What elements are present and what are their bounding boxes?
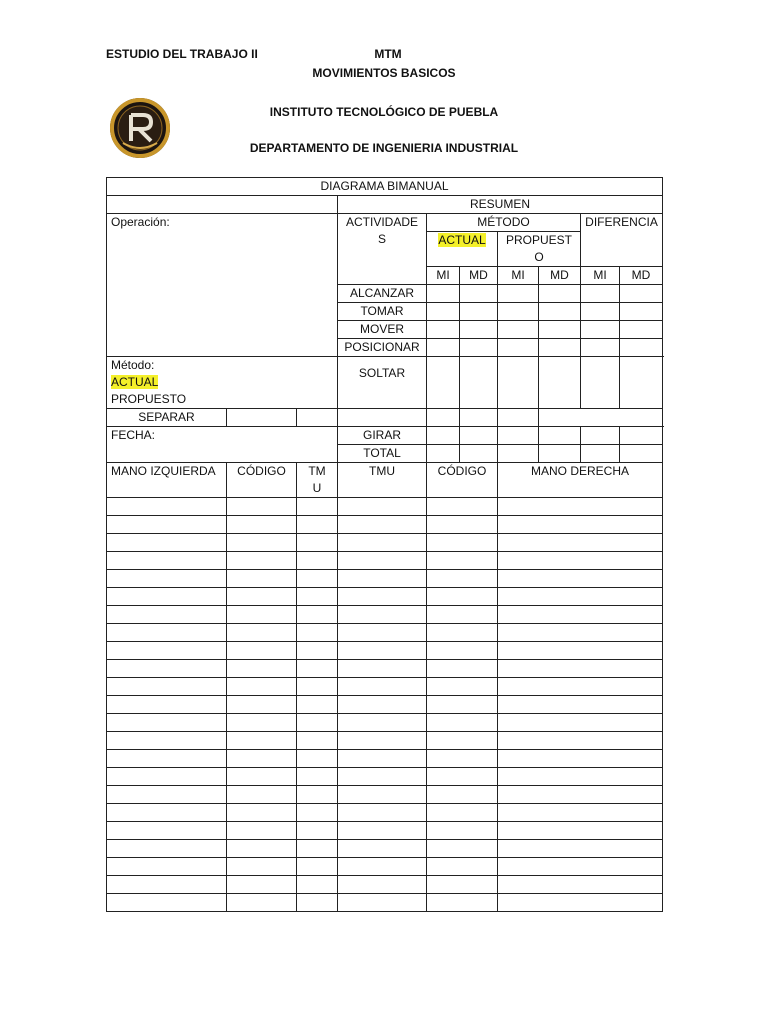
resumen-header: RESUMEN bbox=[338, 196, 663, 214]
entry-cell[interactable] bbox=[498, 894, 663, 912]
entry-cell[interactable] bbox=[227, 804, 297, 822]
entry-cell[interactable] bbox=[297, 876, 338, 894]
entry-cell[interactable] bbox=[427, 876, 498, 894]
metodo-header: MÉTODO bbox=[427, 214, 581, 232]
entry-cell[interactable] bbox=[227, 642, 297, 660]
entry-cell[interactable] bbox=[427, 642, 498, 660]
entry-cell[interactable] bbox=[498, 822, 663, 840]
table-row bbox=[107, 804, 663, 822]
entry-cell[interactable] bbox=[227, 498, 297, 516]
actual-header: ACTUAL bbox=[427, 232, 498, 267]
col-codigo-left: CÓDIGO bbox=[227, 463, 297, 498]
entry-cell[interactable] bbox=[107, 876, 227, 894]
col-mano-derecha: MANO DERECHA bbox=[498, 463, 663, 498]
entry-cell[interactable] bbox=[427, 678, 498, 696]
table-row bbox=[107, 894, 663, 912]
metodo-label: Método: bbox=[111, 358, 155, 372]
entry-cell[interactable] bbox=[227, 570, 297, 588]
col-mano-izquierda: MANO IZQUIERDA bbox=[107, 463, 227, 498]
entry-cell[interactable] bbox=[107, 750, 227, 768]
entry-cell[interactable] bbox=[107, 570, 227, 588]
entry-cell[interactable] bbox=[297, 894, 338, 912]
entry-cell[interactable] bbox=[338, 714, 427, 732]
entry-cell[interactable] bbox=[227, 678, 297, 696]
entry-cell[interactable] bbox=[227, 588, 297, 606]
entry-cell[interactable] bbox=[107, 732, 227, 750]
entry-cell[interactable] bbox=[227, 750, 297, 768]
entry-cell[interactable] bbox=[107, 840, 227, 858]
entry-cell[interactable] bbox=[107, 768, 227, 786]
department-title: DEPARTAMENTO DE INGENIERIA INDUSTRIAL bbox=[249, 141, 519, 155]
entry-cell[interactable] bbox=[427, 840, 498, 858]
institute-title: INSTITUTO TECNOLÓGICO DE PUEBLA bbox=[269, 105, 499, 119]
diferencia-header: DIFERENCIA bbox=[581, 214, 663, 267]
entry-cell[interactable] bbox=[107, 516, 227, 534]
fecha-label: FECHA: bbox=[111, 428, 156, 442]
entry-cell[interactable] bbox=[107, 624, 227, 642]
entry-cell[interactable] bbox=[427, 804, 498, 822]
table-row bbox=[107, 570, 663, 588]
table-row bbox=[107, 642, 663, 660]
fecha-field[interactable] bbox=[107, 427, 338, 463]
entry-cell[interactable] bbox=[498, 696, 663, 714]
entry-cell[interactable] bbox=[227, 840, 297, 858]
entry-cell[interactable] bbox=[427, 858, 498, 876]
entry-cell[interactable] bbox=[107, 696, 227, 714]
table-row bbox=[107, 876, 663, 894]
entry-cell[interactable] bbox=[427, 498, 498, 516]
activity-label: ALCANZAR bbox=[338, 285, 427, 303]
entry-cell[interactable] bbox=[227, 552, 297, 570]
col-codigo-right: CÓDIGO bbox=[427, 463, 498, 498]
metodo-actual-option[interactable]: ACTUAL bbox=[111, 375, 159, 389]
propuesto-header: PROPUEST O bbox=[498, 232, 581, 267]
entry-cell[interactable] bbox=[338, 822, 427, 840]
entry-cell[interactable] bbox=[297, 786, 338, 804]
entry-cell[interactable] bbox=[297, 840, 338, 858]
entry-cell[interactable] bbox=[338, 642, 427, 660]
entry-cell[interactable] bbox=[297, 516, 338, 534]
entry-cell[interactable] bbox=[338, 804, 427, 822]
table-row bbox=[107, 858, 663, 876]
entry-cell[interactable] bbox=[297, 768, 338, 786]
entry-cell[interactable] bbox=[297, 588, 338, 606]
table-row bbox=[107, 534, 663, 552]
entry-cell[interactable] bbox=[107, 894, 227, 912]
entry-cell[interactable] bbox=[498, 876, 663, 894]
entry-cell[interactable] bbox=[338, 750, 427, 768]
entry-cell[interactable] bbox=[227, 624, 297, 642]
entry-cell[interactable] bbox=[338, 696, 427, 714]
entry-cell[interactable] bbox=[338, 660, 427, 678]
entry-cell[interactable] bbox=[297, 624, 338, 642]
entry-cell[interactable] bbox=[227, 696, 297, 714]
entry-cell[interactable] bbox=[107, 714, 227, 732]
table-row bbox=[107, 516, 663, 534]
entry-cell[interactable] bbox=[227, 714, 297, 732]
table-row bbox=[107, 552, 663, 570]
entry-cell[interactable] bbox=[498, 786, 663, 804]
entry-cell[interactable] bbox=[338, 516, 427, 534]
entry-cell[interactable] bbox=[338, 678, 427, 696]
entry-cell[interactable] bbox=[427, 588, 498, 606]
entry-cell[interactable] bbox=[338, 786, 427, 804]
entry-cell[interactable] bbox=[427, 822, 498, 840]
entry-cell[interactable] bbox=[427, 534, 498, 552]
entry-cell[interactable] bbox=[498, 624, 663, 642]
actividades-header: ACTIVIDADE S bbox=[338, 214, 427, 285]
entry-cell[interactable] bbox=[297, 570, 338, 588]
entry-cell[interactable] bbox=[427, 552, 498, 570]
entry-cell[interactable] bbox=[297, 822, 338, 840]
entry-cell[interactable] bbox=[498, 570, 663, 588]
col-tmu-left: TM U bbox=[297, 463, 338, 498]
blank-rows bbox=[107, 498, 663, 912]
entry-cell[interactable] bbox=[498, 750, 663, 768]
entry-cell[interactable] bbox=[107, 642, 227, 660]
entry-cell[interactable] bbox=[297, 714, 338, 732]
activity-label: GIRAR bbox=[338, 427, 427, 445]
entry-cell[interactable] bbox=[227, 768, 297, 786]
entry-cell[interactable] bbox=[427, 606, 498, 624]
entry-cell[interactable] bbox=[498, 552, 663, 570]
entry-cell[interactable] bbox=[107, 534, 227, 552]
entry-cell[interactable] bbox=[498, 858, 663, 876]
entry-cell[interactable] bbox=[427, 696, 498, 714]
entry-cell[interactable] bbox=[338, 768, 427, 786]
col-tmu-right: TMU bbox=[338, 463, 427, 498]
entry-cell[interactable] bbox=[498, 642, 663, 660]
activity-label: SEPARAR bbox=[107, 409, 227, 427]
table-row bbox=[107, 498, 663, 516]
entry-cell[interactable] bbox=[297, 660, 338, 678]
entry-cell[interactable] bbox=[498, 714, 663, 732]
entry-cell[interactable] bbox=[107, 606, 227, 624]
entry-cell[interactable] bbox=[107, 498, 227, 516]
entry-cell[interactable] bbox=[498, 534, 663, 552]
entry-cell[interactable] bbox=[427, 732, 498, 750]
entry-cell[interactable] bbox=[338, 552, 427, 570]
table-row bbox=[107, 588, 663, 606]
entry-cell[interactable] bbox=[227, 606, 297, 624]
entry-cell[interactable] bbox=[338, 534, 427, 552]
entry-cell[interactable] bbox=[498, 768, 663, 786]
entry-cell[interactable] bbox=[297, 696, 338, 714]
entry-cell[interactable] bbox=[297, 858, 338, 876]
entry-cell[interactable] bbox=[107, 678, 227, 696]
table-row bbox=[107, 840, 663, 858]
entry-cell[interactable] bbox=[227, 732, 297, 750]
table-row bbox=[107, 822, 663, 840]
table-row bbox=[107, 714, 663, 732]
entry-cell[interactable] bbox=[297, 552, 338, 570]
entry-cell[interactable] bbox=[107, 858, 227, 876]
entry-cell[interactable] bbox=[427, 516, 498, 534]
entry-cell[interactable] bbox=[227, 876, 297, 894]
entry-cell[interactable] bbox=[227, 516, 297, 534]
md-header: MD bbox=[539, 267, 581, 285]
entry-cell[interactable] bbox=[427, 768, 498, 786]
entry-cell[interactable] bbox=[338, 570, 427, 588]
entry-cell[interactable] bbox=[338, 840, 427, 858]
entry-cell[interactable] bbox=[498, 498, 663, 516]
entry-cell[interactable] bbox=[227, 894, 297, 912]
entry-cell[interactable] bbox=[498, 606, 663, 624]
mi-header: MI bbox=[427, 267, 460, 285]
entry-cell[interactable] bbox=[227, 534, 297, 552]
entry-cell[interactable] bbox=[498, 840, 663, 858]
entry-cell[interactable] bbox=[427, 660, 498, 678]
entry-cell[interactable] bbox=[427, 750, 498, 768]
activity-label: POSICIONAR bbox=[338, 339, 427, 357]
table-row bbox=[107, 660, 663, 678]
entry-cell[interactable] bbox=[297, 678, 338, 696]
table-row bbox=[107, 696, 663, 714]
entry-cell[interactable] bbox=[427, 786, 498, 804]
entry-cell[interactable] bbox=[427, 624, 498, 642]
table-row bbox=[107, 624, 663, 642]
operacion-label: Operación: bbox=[111, 215, 170, 229]
activity-label: SOLTAR bbox=[338, 357, 427, 409]
entry-cell[interactable] bbox=[338, 894, 427, 912]
table-row bbox=[107, 732, 663, 750]
form-title: DIAGRAMA BIMANUAL bbox=[107, 178, 663, 196]
entry-cell[interactable] bbox=[297, 498, 338, 516]
topic-title: MTM bbox=[374, 47, 402, 61]
entry-cell[interactable] bbox=[107, 588, 227, 606]
entry-cell[interactable] bbox=[227, 858, 297, 876]
activity-label: MOVER bbox=[338, 321, 427, 339]
activity-label: TOTAL bbox=[338, 445, 427, 463]
bimanual-diagram-form bbox=[106, 177, 663, 912]
entry-cell[interactable] bbox=[297, 534, 338, 552]
metodo-propuesto-option[interactable]: PROPUESTO bbox=[111, 392, 187, 406]
entry-cell[interactable] bbox=[338, 606, 427, 624]
entry-cell[interactable] bbox=[498, 678, 663, 696]
entry-cell[interactable] bbox=[107, 660, 227, 678]
entry-cell[interactable] bbox=[427, 714, 498, 732]
entry-cell[interactable] bbox=[227, 786, 297, 804]
entry-cell[interactable] bbox=[498, 516, 663, 534]
school-seal-icon bbox=[109, 97, 171, 159]
mi-header: MI bbox=[581, 267, 620, 285]
operacion-field[interactable] bbox=[107, 214, 338, 357]
entry-cell[interactable] bbox=[107, 822, 227, 840]
table-row bbox=[107, 768, 663, 786]
entry-cell[interactable] bbox=[338, 588, 427, 606]
entry-cell[interactable] bbox=[498, 732, 663, 750]
subtopic-title: MOVIMIENTOS BASICOS bbox=[312, 66, 456, 80]
entry-cell[interactable] bbox=[227, 660, 297, 678]
entry-cell[interactable] bbox=[498, 588, 663, 606]
entry-cell[interactable] bbox=[338, 876, 427, 894]
entry-cell[interactable] bbox=[498, 660, 663, 678]
table-row bbox=[107, 678, 663, 696]
entry-cell[interactable] bbox=[427, 570, 498, 588]
entry-cell[interactable] bbox=[107, 804, 227, 822]
course-title: ESTUDIO DEL TRABAJO II bbox=[106, 47, 258, 61]
entry-cell[interactable] bbox=[227, 822, 297, 840]
table-row bbox=[107, 750, 663, 768]
entry-cell[interactable] bbox=[297, 606, 338, 624]
entry-cell[interactable] bbox=[427, 894, 498, 912]
entry-cell[interactable] bbox=[338, 858, 427, 876]
entry-cell[interactable] bbox=[107, 552, 227, 570]
entry-cell[interactable] bbox=[297, 732, 338, 750]
entry-cell[interactable] bbox=[338, 624, 427, 642]
activity-label: TOMAR bbox=[338, 303, 427, 321]
entry-cell[interactable] bbox=[107, 786, 227, 804]
mi-header: MI bbox=[498, 267, 539, 285]
entry-cell[interactable] bbox=[498, 804, 663, 822]
entry-cell[interactable] bbox=[338, 732, 427, 750]
entry-cell[interactable] bbox=[297, 642, 338, 660]
entry-cell[interactable] bbox=[297, 804, 338, 822]
md-header: MD bbox=[620, 267, 663, 285]
entry-cell[interactable] bbox=[338, 498, 427, 516]
table-row bbox=[107, 606, 663, 624]
table-row bbox=[107, 786, 663, 804]
entry-cell[interactable] bbox=[297, 750, 338, 768]
metodo-field[interactable] bbox=[107, 357, 338, 409]
md-header: MD bbox=[460, 267, 498, 285]
